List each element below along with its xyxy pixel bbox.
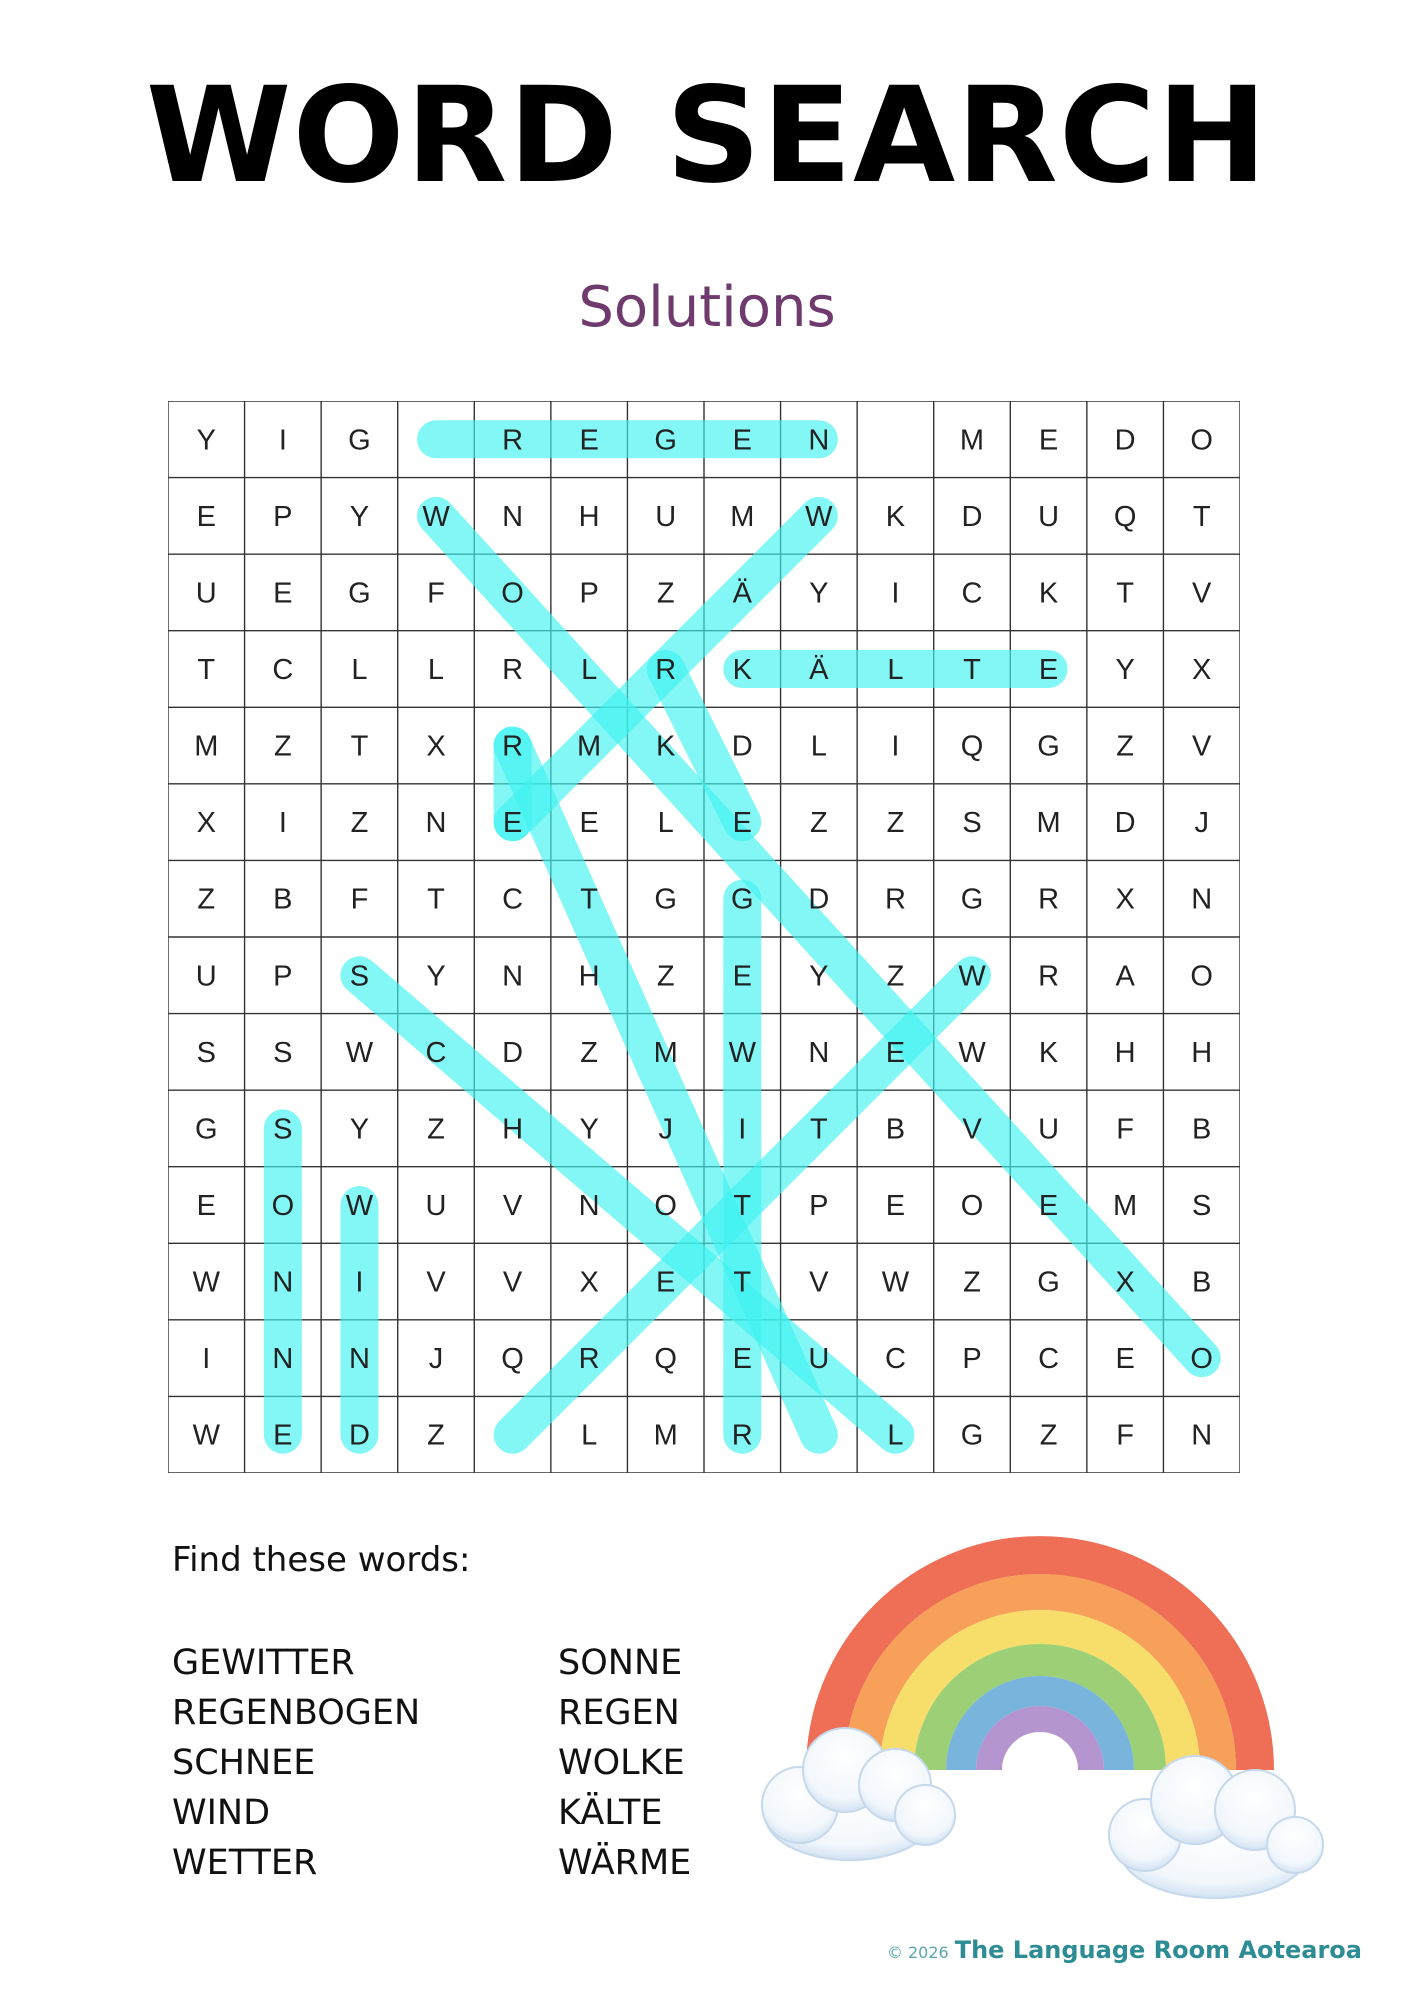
grid-letter: V — [809, 1266, 829, 1299]
grid-letter: O — [960, 1190, 984, 1222]
grid-letter: E — [732, 960, 752, 993]
grid-letter: T — [733, 1190, 752, 1222]
grid-letter: Z — [1039, 1419, 1058, 1452]
grid-letter: B — [885, 1113, 906, 1146]
grid-letter: Q — [501, 1343, 524, 1376]
grid-letter: T — [197, 654, 216, 686]
grid-letter: M — [1113, 1190, 1138, 1222]
grid-letter: V — [1192, 730, 1212, 763]
grid-letter: P — [809, 1190, 829, 1222]
grid-letter: E — [502, 807, 523, 840]
grid-letter: Y — [579, 1113, 599, 1146]
grid-letter: P — [273, 500, 293, 533]
footer — [887, 1936, 1362, 1964]
grid-letter: L — [427, 654, 445, 686]
grid-letter: N — [425, 807, 447, 840]
grid-letter: R — [731, 1419, 753, 1452]
grid-letter: Z — [273, 730, 292, 763]
grid-letter: R — [1038, 883, 1060, 916]
grid-letter: O — [1190, 424, 1213, 457]
grid-letter: G — [1037, 1266, 1060, 1299]
word-list-item: KÄLTE — [558, 1793, 663, 1833]
grid-letter: T — [580, 883, 599, 916]
grid-letter: I — [891, 577, 900, 610]
grid-letter: F — [350, 883, 369, 916]
grid-letter: N — [808, 424, 830, 457]
grid-letter: G — [654, 424, 677, 457]
grid-letter: F — [1116, 1113, 1135, 1146]
grid-letter: Z — [886, 807, 905, 840]
grid-letter: Y — [426, 960, 446, 993]
grid-letter: U — [655, 500, 677, 533]
grid-letter: K — [885, 500, 906, 533]
grid-letter: R — [1038, 960, 1060, 993]
grid-letter: J — [658, 1113, 673, 1146]
grid-letter: D — [961, 500, 983, 533]
brand-name: The Language Room Aotearoa — [954, 1936, 1362, 1964]
grid-letter: H — [1114, 1036, 1136, 1069]
word-list-left — [172, 1638, 420, 1888]
grid-letter: Z — [1116, 730, 1135, 763]
grid-letter: U — [195, 960, 217, 993]
grid-letter: I — [355, 1266, 364, 1299]
word-list-item: REGENBOGEN — [172, 1693, 421, 1733]
grid-letter: C — [961, 577, 983, 610]
grid-letter: A — [1115, 960, 1135, 993]
grid-letter: O — [1190, 960, 1213, 993]
copyright-text: © 2026 — [886, 1943, 949, 1962]
grid-letter: M — [653, 1036, 678, 1069]
grid-letter: K — [1038, 1036, 1059, 1069]
grid-letter: N — [1191, 1419, 1213, 1452]
rainbow-cloud-illustration — [755, 1515, 1325, 1915]
grid-letter: G — [960, 883, 984, 916]
grid-letter: Z — [427, 1419, 445, 1452]
grid-letter: P — [273, 960, 293, 993]
grid-letter: Y — [809, 960, 829, 993]
grid-letter: O — [501, 577, 524, 610]
page-subtitle: Solutions — [578, 275, 836, 340]
grid-letter: C — [272, 654, 294, 686]
grid-letter: S — [273, 1036, 293, 1069]
grid-letter: G — [348, 577, 371, 610]
word-list-item: WIND — [172, 1793, 271, 1833]
grid-letter: V — [502, 1190, 523, 1222]
grid-letter: C — [1038, 1343, 1060, 1376]
grid-letter: E — [732, 1343, 752, 1376]
grid-letter: H — [578, 960, 600, 993]
grid-letter: Q — [654, 1343, 677, 1376]
grid-letter: V — [1192, 577, 1212, 610]
grid-letter: U — [425, 1190, 447, 1222]
grid-letter: S — [1192, 1190, 1212, 1222]
grid-letter: T — [733, 1266, 752, 1299]
grid-letter: N — [348, 1343, 370, 1376]
grid-letter: T — [963, 654, 981, 686]
grid-letter: D — [731, 730, 753, 763]
grid-letter: N — [502, 960, 524, 993]
grid-letter: X — [1115, 1266, 1135, 1299]
grid-letter: Y — [196, 424, 216, 457]
grid-letter: D — [808, 883, 830, 916]
grid-letter: M — [194, 730, 219, 763]
grid-letter: N — [272, 1266, 294, 1299]
word-search-grid — [168, 401, 1240, 1473]
grid-letter: K — [732, 654, 752, 686]
grid-letter: J — [428, 1343, 444, 1376]
grid-letter: H — [1191, 1036, 1213, 1069]
grid-letter: S — [349, 960, 370, 993]
rainbow-arcs — [825, 1555, 1255, 1770]
grid-letter: V — [502, 1266, 523, 1299]
grid-letter: E — [273, 577, 293, 610]
grid-letter: L — [887, 654, 904, 686]
grid-letter: C — [425, 1036, 447, 1069]
grid-letter: G — [348, 424, 371, 457]
word-list-item: WÄRME — [558, 1843, 692, 1883]
grid-letter: Z — [656, 960, 675, 993]
grid-letter: O — [271, 1190, 295, 1222]
grid-letter: O — [1190, 1343, 1213, 1376]
grid-letter: N — [1191, 883, 1213, 916]
page-title: WORD SEARCH — [145, 59, 1269, 213]
grid-letter: T — [1116, 577, 1135, 610]
grid-letter: R — [655, 654, 677, 686]
grid-letter: L — [810, 730, 827, 763]
grid-letter: S — [962, 807, 982, 840]
grid-letter: T — [809, 1113, 828, 1146]
grid-letter: Y — [349, 1113, 370, 1146]
grid-letter: Z — [809, 807, 828, 840]
grid-letter: U — [195, 577, 217, 610]
grid-letter: X — [1115, 883, 1135, 916]
grid-letter: E — [1038, 654, 1059, 686]
grid-letter: Z — [427, 1113, 445, 1146]
grid-letter: P — [579, 577, 599, 610]
grid-letter: D — [1114, 807, 1136, 840]
grid-letter: Z — [963, 1266, 981, 1299]
word-list-item: WOLKE — [558, 1743, 685, 1783]
grid-letter: W — [192, 1419, 220, 1452]
grid-letter: F — [427, 577, 445, 610]
grid-letter: Y — [349, 500, 370, 533]
grid-letter: E — [1038, 424, 1059, 457]
find-words-label: Find these words: — [172, 1540, 471, 1580]
grid-letter: L — [581, 654, 598, 686]
grid-letter: Y — [1115, 654, 1135, 686]
grid-letter: T — [1192, 500, 1211, 533]
grid-letter: I — [202, 1343, 211, 1376]
grid-lines — [168, 401, 1240, 1473]
grid-letter: H — [502, 1113, 524, 1146]
grid-letter: M — [959, 424, 985, 457]
grid-letter: E — [1115, 1343, 1135, 1376]
grid-letter: Z — [580, 1036, 599, 1069]
grid-letter: U — [1038, 1113, 1060, 1146]
grid-letter: T — [350, 730, 369, 763]
grid-letter: W — [192, 1266, 220, 1299]
grid-letter: M — [577, 730, 602, 763]
grid-letter: W — [728, 1036, 756, 1069]
grid-letter: J — [1194, 807, 1209, 840]
grid-letter: G — [960, 1419, 984, 1452]
grid-letter: M — [1036, 807, 1061, 840]
grid-letter: Z — [656, 577, 675, 610]
grid-letter: Z — [350, 807, 369, 840]
grid-letter: K — [656, 730, 676, 763]
grid-letter: L — [351, 654, 368, 686]
grid-letter: D — [502, 1036, 524, 1069]
grid-letter: I — [278, 424, 287, 457]
grid-letter: Ä — [809, 654, 829, 686]
grid-letter: N — [502, 500, 524, 533]
grid-letter: X — [426, 730, 446, 763]
grid-letter: G — [654, 883, 677, 916]
grid-letter: N — [808, 1036, 830, 1069]
grid-letter: E — [885, 1036, 906, 1069]
grid-letter: E — [732, 807, 752, 840]
grid-letter: R — [502, 730, 524, 763]
grid-letter: G — [731, 883, 754, 916]
grid-letter: V — [426, 1266, 446, 1299]
grid-letter: E — [579, 807, 599, 840]
word-list-item: SONNE — [558, 1643, 683, 1683]
grid-letter: U — [808, 1343, 830, 1376]
grid-letter: C — [502, 883, 524, 916]
word-list-item: SCHNEE — [172, 1743, 316, 1783]
cloud-right — [1109, 1756, 1323, 1898]
grid-letter: F — [1116, 1419, 1135, 1452]
grid-letter: X — [579, 1266, 599, 1299]
grid-letter: L — [581, 1419, 598, 1452]
grid-letter: D — [1114, 424, 1136, 457]
grid-letter: C — [884, 1343, 906, 1376]
grid-letter: E — [196, 1190, 216, 1222]
grid-letter: N — [578, 1190, 600, 1222]
grid-letter: R — [502, 654, 524, 686]
grid-letter: Ä — [732, 577, 752, 610]
grid-letter: L — [657, 807, 674, 840]
grid-letter: X — [1192, 654, 1212, 686]
grid-letter: X — [196, 807, 216, 840]
word-list-item: GEWITTER — [172, 1643, 355, 1683]
grid-letter: O — [654, 1190, 677, 1222]
grid-letter: I — [738, 1113, 747, 1146]
grid-letter: R — [884, 883, 906, 916]
grid-letter: K — [1038, 577, 1059, 610]
grid-letter: W — [345, 1036, 374, 1069]
grid-letter: E — [196, 500, 216, 533]
grid-letter: W — [345, 1190, 374, 1222]
grid-letter: B — [1192, 1266, 1212, 1299]
grid-letter: P — [962, 1343, 982, 1376]
grid-letter: B — [273, 883, 293, 916]
grid-letter: S — [273, 1113, 293, 1146]
grid-letter: T — [427, 883, 445, 916]
grid-letter: W — [805, 500, 833, 533]
grid-letter: S — [196, 1036, 216, 1069]
grid-letter: E — [1038, 1190, 1059, 1222]
grid-letter: Y — [809, 577, 829, 610]
grid-letter: W — [958, 1036, 986, 1069]
grid-letter: V — [962, 1113, 982, 1146]
grid-letter: M — [653, 1419, 678, 1452]
grid-letter: W — [881, 1266, 910, 1299]
grid-letter: Q — [960, 730, 984, 763]
grid-letter: E — [885, 1190, 906, 1222]
grid-letter: R — [578, 1343, 600, 1376]
grid-letter: U — [1038, 500, 1060, 533]
grid-letter: M — [730, 500, 755, 533]
word-list-right — [558, 1638, 691, 1888]
grid-letter: E — [656, 1266, 676, 1299]
grid-letter: Z — [886, 960, 905, 993]
grid-letter: Z — [197, 883, 216, 916]
grid-letter: H — [578, 500, 600, 533]
grid-letter: E — [732, 424, 752, 457]
grid-letter: G — [195, 1113, 218, 1146]
grid-letter: E — [579, 424, 599, 457]
grid-letter: W — [422, 500, 450, 533]
grid-letter: Q — [1113, 500, 1137, 533]
grid-letter: D — [348, 1419, 370, 1452]
grid-letter: R — [502, 424, 524, 457]
word-list-item: WETTER — [172, 1843, 318, 1883]
grid-letter: G — [1037, 730, 1060, 763]
grid-letter: B — [1192, 1113, 1212, 1146]
grid-letter: N — [272, 1343, 294, 1376]
grid-letter: I — [278, 807, 287, 840]
grid-letter: I — [891, 730, 900, 763]
grid-letter: E — [273, 1419, 293, 1452]
grid-letter: L — [887, 1419, 904, 1452]
grid-letter: W — [958, 960, 986, 993]
word-list-item: REGEN — [558, 1693, 680, 1733]
